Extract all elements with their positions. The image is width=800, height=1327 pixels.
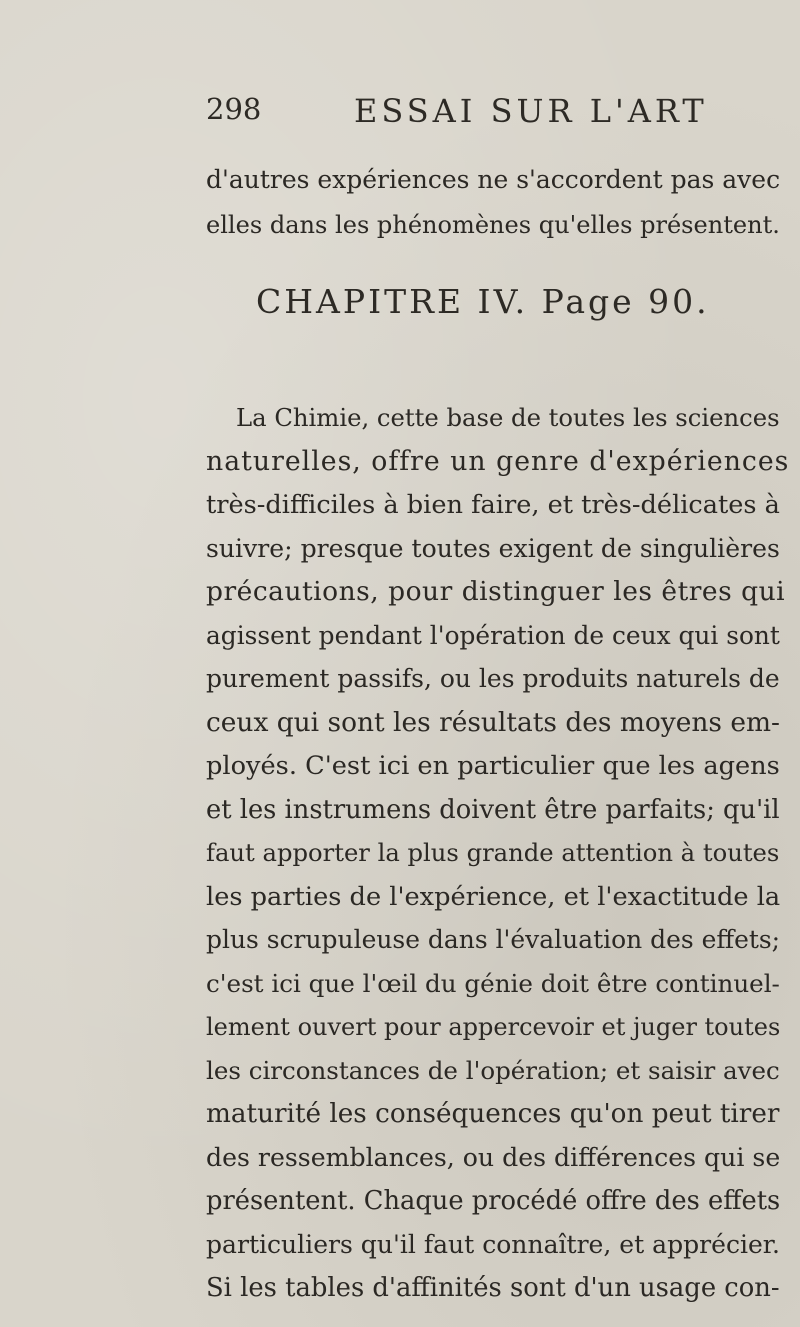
text-line: présentent. Chaque procédé offre des effets <box>206 1186 781 1216</box>
text-line: naturelles, offre un genre d'expériences <box>206 446 790 477</box>
text-line: particuliers qu'il faut connaître, et apprécier. <box>206 1230 780 1259</box>
text-line: c'est ici que l'œil du génie doit être continuel- <box>206 969 780 998</box>
text-line: faut apporter la plus grande attention à toutes <box>206 838 780 867</box>
text-line: lement ouvert pour appercevoir et juger toutes <box>206 1013 781 1041</box>
text-line: maturité les conséquences qu'on peut tirer <box>206 1099 780 1129</box>
text-line: d'autres expériences ne s'accordent pas avec <box>206 165 781 194</box>
chapter-heading: CHAPITRE IV. Page 90. <box>256 282 710 321</box>
text-line: précautions, pour distinguer les êtres qui <box>206 576 786 607</box>
text-line: les circonstances de l'opération; et saisir avec <box>206 1056 780 1085</box>
text-line: des ressemblances, ou des différences qui se <box>206 1143 781 1172</box>
text-line: très-difficiles à bien faire, et très-délicates à <box>206 490 780 520</box>
text-line: Si les tables d'affinités sont d'un usage con- <box>206 1273 780 1303</box>
text-line: ployés. C'est ici en particulier que les agens <box>206 751 780 781</box>
text-line: ceux qui sont les résultats des moyens em- <box>206 707 780 738</box>
paragraph-first-line: La Chimie, cette base de toutes les sciences <box>236 403 780 432</box>
text-line: plus scrupuleuse dans l'évaluation des effets; <box>206 925 781 954</box>
page-number: 298 <box>206 92 262 126</box>
text-line: purement passifs, ou les produits naturels de <box>206 664 780 693</box>
running-title: ESSAI SUR L'ART <box>354 92 708 130</box>
text-line: elles dans les phénomènes qu'elles présentent. <box>206 211 780 239</box>
text-line: agissent pendant l'opération de ceux qui sont <box>206 621 780 650</box>
text-line: et les instrumens doivent être parfaits; qu'il <box>206 795 780 825</box>
text-line: suivre; presque toutes exigent de singulières <box>206 534 780 563</box>
text-line: les parties de l'expérience, et l'exactitude la <box>206 882 781 912</box>
